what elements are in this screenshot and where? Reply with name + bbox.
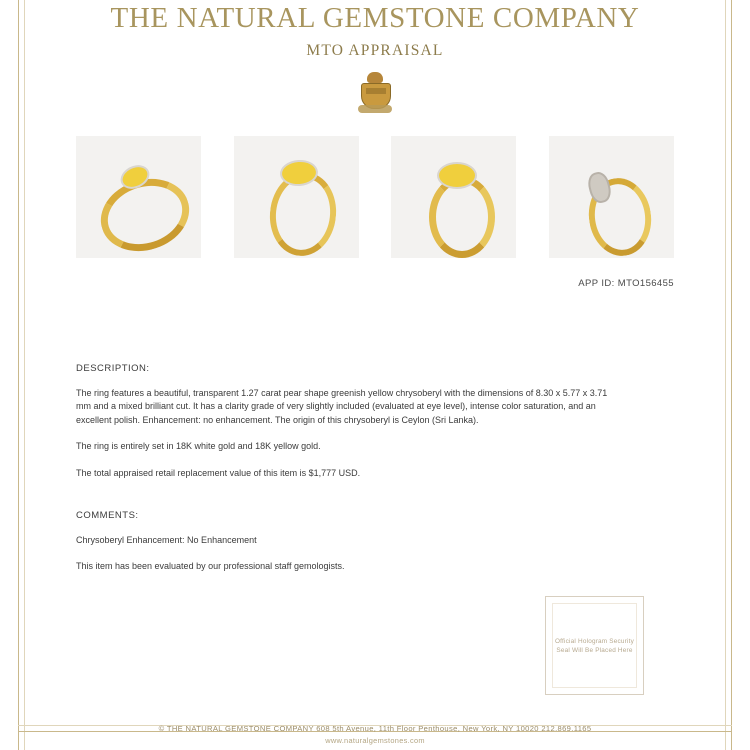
border-rule-left-outer bbox=[18, 0, 19, 750]
document-type: MTO APPRAISAL bbox=[306, 42, 444, 59]
ring-photo-upright-front bbox=[391, 136, 516, 258]
comments-heading: COMMENTS: bbox=[76, 510, 139, 522]
heraldic-crest-icon bbox=[358, 72, 392, 114]
border-rule-right-outer bbox=[731, 0, 732, 750]
document-content bbox=[34, 0, 716, 750]
crest-scroll-shape bbox=[358, 105, 392, 113]
border-rule-left-inner bbox=[24, 0, 25, 750]
ring-illustration bbox=[549, 136, 674, 258]
appraisal-body bbox=[34, 363, 716, 574]
app-id-label: APP ID: MTO156455 bbox=[578, 278, 674, 289]
document-footer bbox=[68, 724, 682, 745]
company-title: THE NATURAL GEMSTONE COMPANY bbox=[110, 2, 640, 34]
description-paragraph-2: The ring is entirely set in 18K white gold and 18K yellow gold. bbox=[76, 441, 321, 452]
description-heading: DESCRIPTION: bbox=[76, 363, 150, 374]
description-paragraph-3: The total appraised retail replacement value of this item is $1,777 USD. bbox=[76, 467, 361, 478]
hologram-seal-placeholder bbox=[545, 596, 644, 695]
photo-gallery bbox=[34, 136, 716, 258]
comments-paragraph-1: Chrysoberyl Enhancement: No Enhancement bbox=[76, 535, 257, 546]
ring-photo-angled-flat bbox=[76, 136, 201, 258]
ring-illustration bbox=[76, 136, 201, 258]
ring-illustration bbox=[234, 136, 359, 258]
ring-illustration bbox=[391, 136, 516, 258]
footer-website[interactable]: www.naturalgemstones.com bbox=[325, 736, 425, 745]
hologram-seal-inner-frame bbox=[552, 603, 637, 688]
crest-helm-shape bbox=[367, 72, 383, 83]
description-paragraph-1: The ring features a beautiful, transparent 1.27 carat pear shape greenish yellow chrysoberyl with the dimensions of 8.30 x 5.77 x 3.71 mm and a mixed brilliant cut. It has a clarity grade of very slightly included (evaluated at eye level), intense color saturation, and an excellent polish. Enhancement: no enhancement. The origin of this chrysoberyl is Ceylon (Sri Lanka). bbox=[76, 388, 608, 425]
hologram-seal-text: Official Hologram Security Seal Will Be Placed Here bbox=[555, 637, 634, 654]
ring-photo-upright-angled bbox=[234, 136, 359, 258]
footer-address: © THE NATURAL GEMSTONE COMPANY 608 5th Avenue, 11th Floor Penthouse, New York, NY 10020 212.869.1165 bbox=[158, 724, 592, 733]
border-rule-right-inner bbox=[725, 0, 726, 750]
comments-paragraph-2: This item has been evaluated by our professional staff gemologists. bbox=[76, 561, 345, 572]
ring-photo-side-profile bbox=[549, 136, 674, 258]
